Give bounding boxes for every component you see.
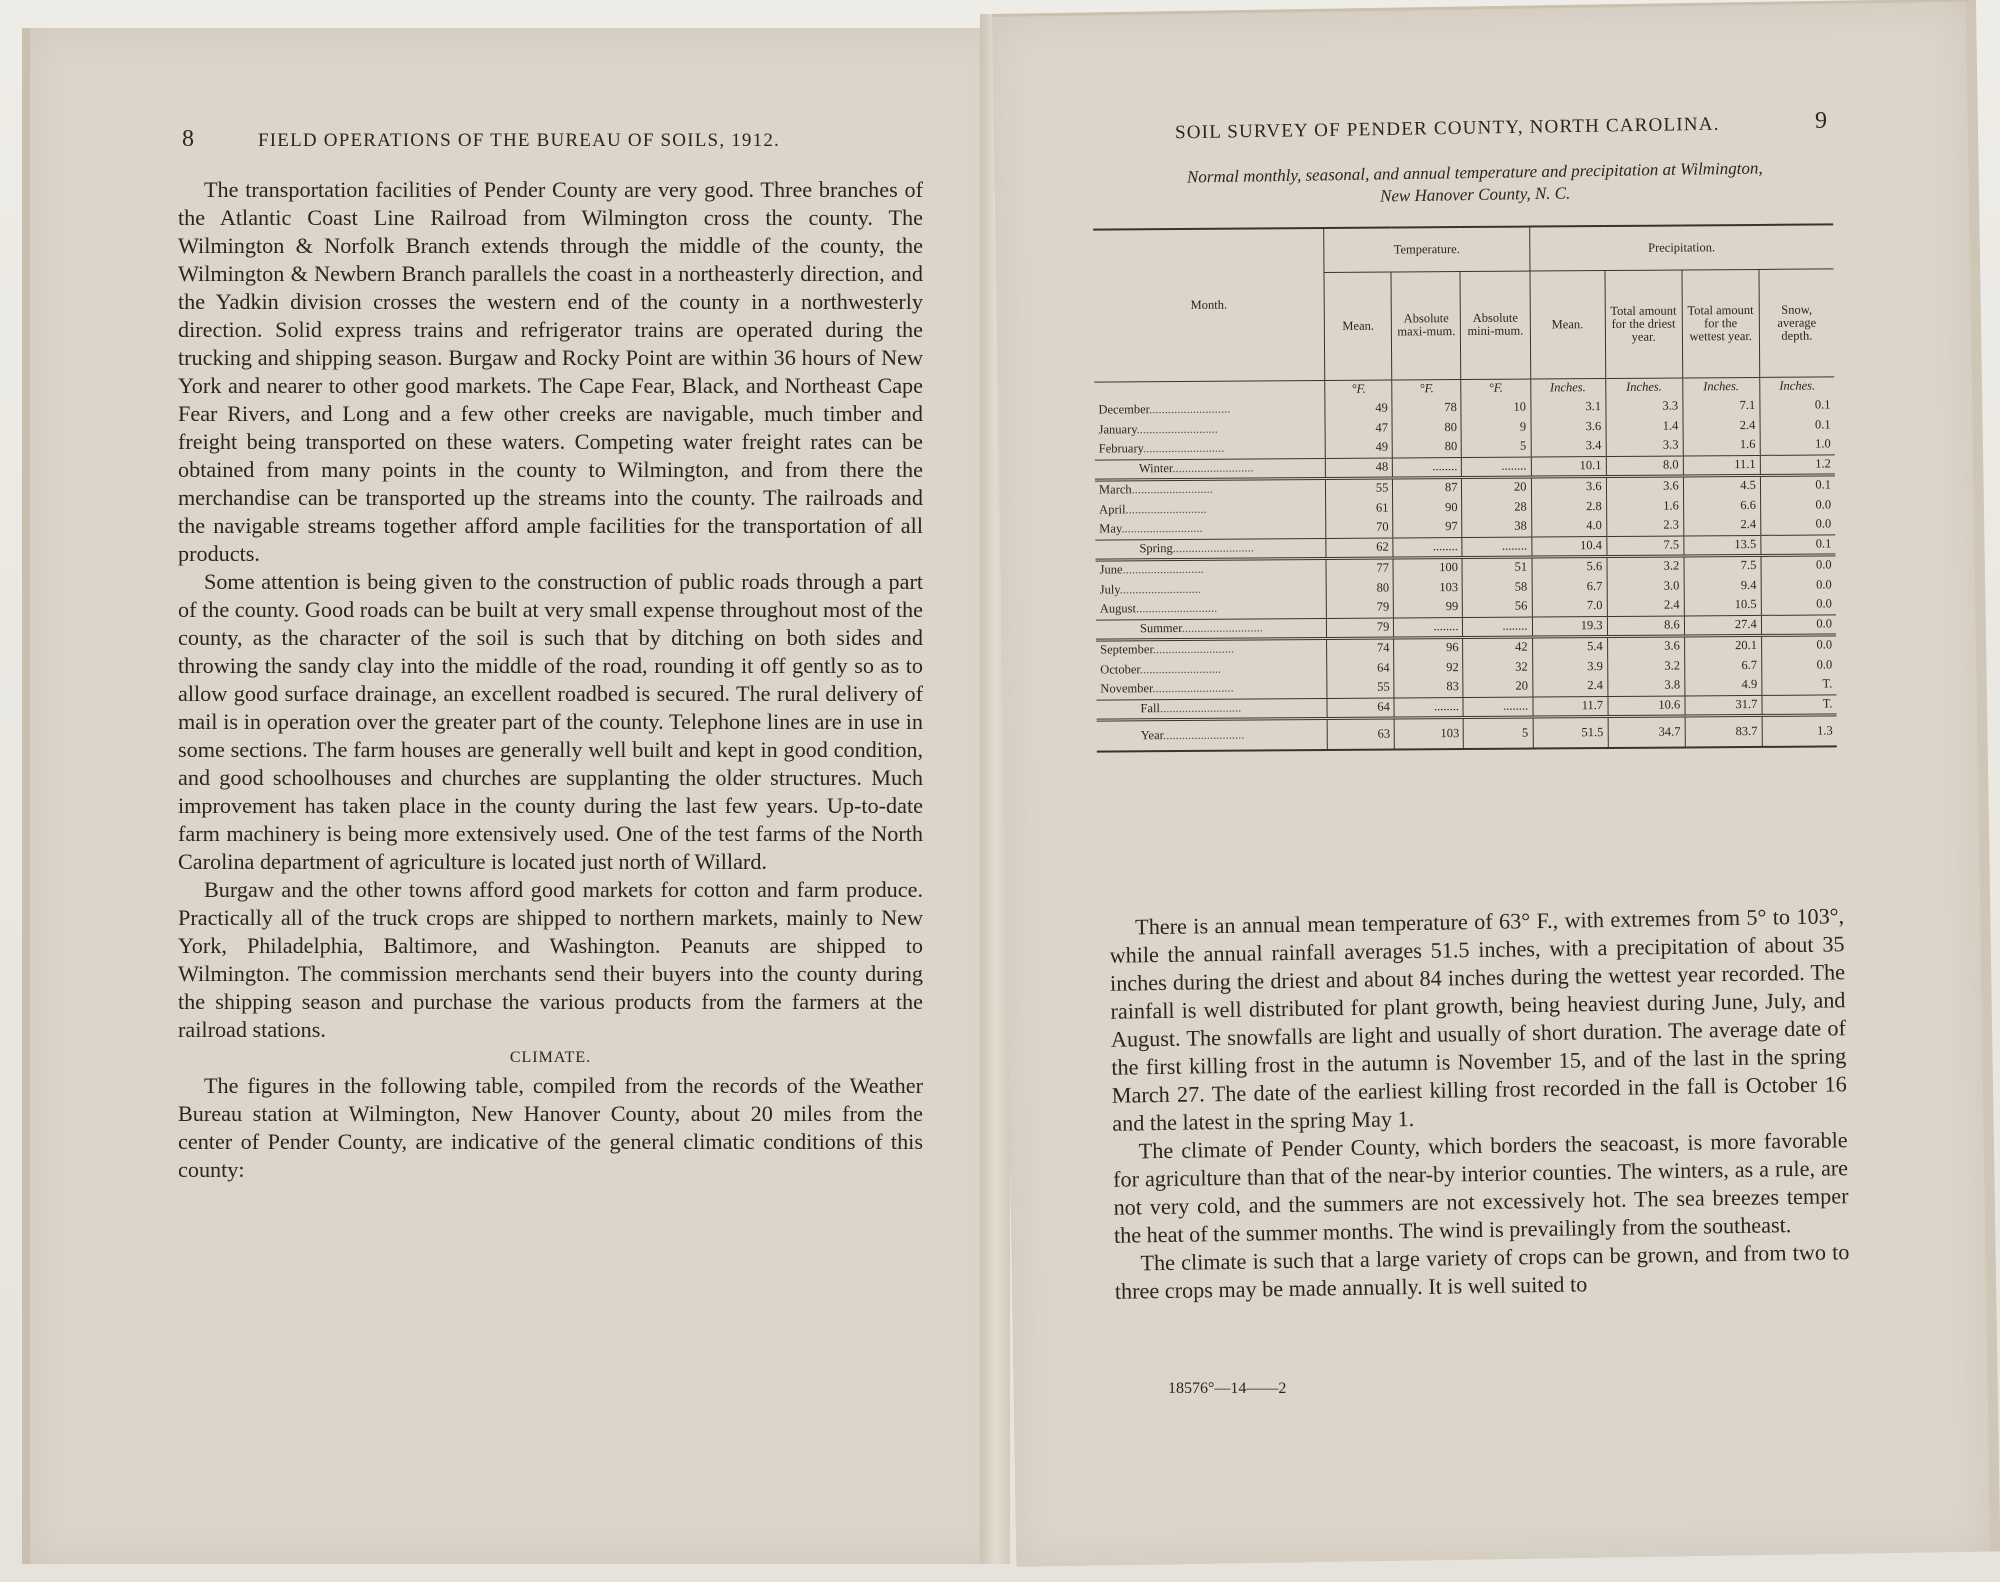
month-label [1096, 658, 1327, 680]
cell-pmean: 10.4 [1531, 536, 1606, 557]
cell-max: 83 [1394, 677, 1463, 697]
cell-min: ........ [1462, 537, 1531, 557]
table-body [1094, 394, 1836, 751]
cell-pmean: 3.6 [1531, 416, 1606, 437]
cell-wet: 7.1 [1683, 395, 1760, 416]
unit-precip: Inches. [1760, 376, 1835, 395]
cell-wet: 1.6 [1683, 435, 1760, 456]
cell-mean: 77 [1326, 558, 1393, 578]
paragraph-markets: Burgaw and the other towns afford good markets for cotton and farm produce. Practically all of the truck crops are shipped to northern markets, mainly to New York, Philadelphia, Baltimore, and Washington. Peanuts are shipped to Wilmington. The commission merchants send their buyers into the county during the shipping season and purchase the various products from the farmers at the railroad stations. [178, 877, 923, 1042]
leader-dots: .......................... [1149, 401, 1231, 416]
year-row [1097, 714, 1837, 751]
cell-wet: 27.4 [1684, 615, 1761, 636]
cell-dry: 3.2 [1607, 655, 1684, 676]
cell-pmean: 7.0 [1532, 596, 1607, 617]
month-label [1095, 498, 1326, 520]
month-name: July [1099, 581, 1120, 597]
caption-line-1: Normal monthly, seasonal, and annual temperature and precipitation at Wilmington, [1186, 158, 1763, 187]
cell-dry: 3.6 [1607, 635, 1684, 656]
cell-max: 78 [1392, 397, 1461, 417]
cell-wet: 11.1 [1683, 455, 1760, 476]
cell-snow: 0.1 [1760, 414, 1835, 435]
header-month: Month. [1190, 297, 1228, 312]
cell-pmean: 11.7 [1532, 696, 1607, 717]
cell-mean: 49 [1325, 438, 1392, 458]
cell-max: 97 [1393, 517, 1462, 537]
cell-min: 38 [1462, 517, 1531, 537]
cell-min: 5 [1464, 717, 1533, 749]
month-name: Summer [1139, 620, 1182, 636]
cell-wet: 4.9 [1685, 675, 1762, 696]
cell-wet: 7.5 [1684, 555, 1761, 576]
cell-max: 80 [1392, 417, 1461, 437]
cell-max: 100 [1393, 557, 1462, 577]
month-name: December [1098, 401, 1150, 417]
cell-snow: 0.1 [1760, 394, 1835, 415]
month-name: August [1099, 601, 1137, 616]
left-body [178, 176, 923, 1184]
cell-min: 56 [1463, 597, 1532, 617]
cell-pmean: 3.6 [1531, 476, 1606, 497]
cell-dry: 3.2 [1607, 555, 1684, 576]
month-name: May [1099, 521, 1122, 536]
cell-min: ........ [1462, 457, 1531, 477]
cell-pmean: 5.4 [1532, 636, 1607, 657]
cell-max: 87 [1393, 477, 1462, 497]
cell-wet: 6.7 [1684, 655, 1761, 676]
cell-snow: 1.0 [1760, 434, 1835, 455]
paragraph-climate-intro: The figures in the following table, compiled from the records of the Weather Bureau station at Wilmington, New Hanover County, about 20 miles from the center of Pender County, are indicative of the general climatic conditions of this county: [178, 1073, 923, 1182]
cell-max: 90 [1393, 497, 1462, 517]
cell-dry: 7.5 [1606, 535, 1683, 556]
leader-dots: .......................... [1172, 540, 1255, 556]
cell-max: 99 [1394, 597, 1463, 617]
cell-snow: 0.1 [1761, 534, 1836, 555]
month-label [1095, 538, 1326, 560]
cell-dry: 3.0 [1607, 575, 1684, 596]
cell-wet: 9.4 [1684, 575, 1761, 596]
cell-pmean: 10.1 [1531, 456, 1606, 477]
header-snow: Snow, average depth. [1759, 268, 1834, 377]
month-label [1096, 598, 1327, 620]
cell-wet: 20.1 [1684, 635, 1761, 656]
month-name: June [1099, 562, 1123, 577]
cell-mean: 48 [1326, 458, 1393, 478]
unit-precip: Inches. [1682, 377, 1759, 396]
leader-dots: .......................... [1135, 600, 1218, 616]
cell-max: 103 [1394, 717, 1463, 749]
cell-pmean: 19.3 [1532, 616, 1607, 637]
climate-table [1093, 223, 1837, 752]
month-label [1096, 698, 1327, 720]
cell-snow: 0.0 [1760, 494, 1835, 515]
cell-max: ........ [1393, 457, 1462, 477]
cell-min: 20 [1462, 477, 1531, 497]
cell-dry: 10.6 [1608, 695, 1685, 716]
cell-min: 51 [1462, 557, 1531, 577]
cell-max: 103 [1393, 577, 1462, 597]
cell-mean: 64 [1327, 697, 1394, 717]
leader-dots: .......................... [1181, 620, 1263, 635]
cell-min: 28 [1462, 497, 1531, 517]
left-page-number: 8 [182, 126, 194, 152]
cell-max: ........ [1394, 617, 1463, 637]
cell-max: 80 [1393, 437, 1462, 457]
cell-mean: 47 [1325, 418, 1392, 438]
leader-dots: .......................... [1152, 641, 1235, 657]
caption-line-2: New Hanover County, N. C. [1379, 183, 1571, 206]
section-heading-climate: CLIMATE. [509, 1049, 592, 1066]
cell-min: 5 [1462, 437, 1531, 457]
unit-precip: Inches. [1605, 377, 1682, 396]
month-label [1095, 418, 1326, 440]
month-name: Winter [1138, 461, 1173, 476]
month-label [1096, 678, 1327, 700]
leader-dots: .......................... [1159, 700, 1242, 716]
leader-dots: .......................... [1122, 562, 1204, 577]
month-label [1096, 638, 1327, 660]
cell-mean: 70 [1326, 518, 1393, 538]
cell-dry: 1.6 [1606, 495, 1683, 516]
leader-dots: .......................... [1119, 581, 1202, 596]
paragraph-climate-favorable: The climate of Pender County, which borders the seacoast, is more favorable for agriculture than that of the near-by interior counties. The winters, as a rule, are not very cold, and the summers are not excessively hot. The sea breezes temper the heat of the summer months. The wind is prevailingly from the southeast. [1112, 1127, 1849, 1248]
cell-mean: 62 [1326, 538, 1393, 558]
header-driest: Total amount for the driest year. [1605, 269, 1683, 378]
unit-temp: °F. [1325, 380, 1392, 398]
month-label [1097, 718, 1328, 752]
cell-dry: 2.4 [1607, 595, 1684, 616]
month-name: February [1098, 441, 1144, 456]
cell-max: ........ [1393, 537, 1462, 557]
month-label [1095, 558, 1326, 580]
unit-temp: °F. [1392, 379, 1461, 397]
cell-dry: 8.0 [1606, 455, 1683, 476]
month-name: Spring [1139, 541, 1173, 556]
cell-mean: 79 [1327, 618, 1394, 638]
cell-dry: 8.6 [1607, 615, 1684, 636]
cell-snow: 0.0 [1761, 654, 1836, 675]
cell-snow: 1.2 [1760, 454, 1835, 475]
header-abs-max: Absolute maxi-mum. [1391, 271, 1461, 379]
cell-pmean: 2.4 [1532, 676, 1607, 697]
leader-dots: .......................... [1136, 421, 1218, 436]
leader-dots: .......................... [1142, 440, 1225, 456]
cell-snow: 0.0 [1761, 614, 1836, 635]
cell-snow: 0.0 [1761, 594, 1836, 615]
month-name: January [1098, 421, 1137, 437]
cell-wet: 83.7 [1685, 715, 1762, 748]
cell-min: 20 [1463, 677, 1532, 697]
right-running-head: SOIL SURVEY OF PENDER COUNTY, NORTH CAROLINA. [1174, 113, 1720, 144]
month-name: April [1099, 501, 1126, 517]
header-precipitation: Precipitation. [1529, 224, 1833, 270]
cell-pmean: 2.8 [1531, 496, 1606, 517]
cell-max: ........ [1394, 697, 1463, 717]
cell-snow: 1.3 [1762, 714, 1837, 747]
cell-min: 9 [1461, 417, 1530, 437]
cell-dry: 2.3 [1606, 515, 1683, 536]
month-label [1095, 478, 1326, 500]
month-name: Year [1140, 727, 1164, 743]
cell-wet: 2.4 [1683, 415, 1760, 436]
cell-wet: 31.7 [1685, 695, 1762, 716]
cell-wet: 13.5 [1684, 535, 1761, 556]
cell-snow: T. [1762, 694, 1837, 715]
unit-temp: °F. [1461, 379, 1530, 397]
leader-dots: .......................... [1125, 501, 1207, 516]
paragraph-transportation: The transportation facilities of Pender County are very good. Three branches of the Atlantic Coast Line Railroad from Wilmington cross the county. The Wilmington & Norfolk Branch extends through the middle of the county, the Wilmington & Newbern Branch parallels the coast in a northeasterly direction, and the Yadkin division crosses the western end of the county in a northwesterly direction. Solid express trains and refrigerator trains are operated during the trucking and shipping season. Burgaw and Rocky Point are within 36 hours of New York and nearer to other good markets. The Cape Fear, Black, and Northeast Cape Fear Rivers, and Long and a few other creeks are navigable, much timber and freight being transported on these waters. Competing water freight rates can be obtained from many points in the county to Wilmington, and from there the merchandise can be transported up the streams into the county. The railroads and the navigable streams together afford ample facilities for the transportation of all products. [178, 177, 923, 566]
month-label [1095, 518, 1326, 540]
left-running-head: FIELD OPERATIONS OF THE BUREAU OF SOILS, 1912. [258, 130, 780, 151]
month-name: September [1100, 642, 1153, 657]
cell-mean: 80 [1326, 578, 1393, 598]
month-label [1094, 398, 1325, 420]
cell-mean: 55 [1326, 478, 1393, 498]
cell-dry: 3.6 [1606, 475, 1683, 496]
right-body [1109, 902, 1850, 1305]
cell-max: 92 [1394, 657, 1463, 677]
cell-dry: 3.3 [1606, 435, 1683, 456]
cell-min: 42 [1463, 637, 1532, 657]
header-abs-min: Absolute mini-mum. [1460, 271, 1530, 379]
cell-snow: 0.0 [1761, 514, 1836, 535]
cell-pmean: 3.4 [1531, 436, 1606, 457]
cell-pmean: 5.6 [1532, 556, 1607, 577]
paragraph-crops: The climate is such that a large variety of crops can be grown, and from two to three crops may be made annually. It is well suited to [1114, 1239, 1850, 1304]
leader-dots: .......................... [1172, 460, 1254, 476]
leader-dots: .......................... [1121, 521, 1203, 536]
cell-dry: 1.4 [1606, 415, 1683, 436]
cell-mean: 55 [1327, 677, 1394, 697]
month-name: Fall [1140, 701, 1161, 716]
cell-min: ........ [1463, 617, 1532, 637]
cell-mean: 64 [1327, 657, 1394, 677]
cell-min: ........ [1463, 697, 1532, 717]
leader-dots: .......................... [1163, 727, 1245, 742]
month-name: October [1100, 661, 1140, 677]
header-temperature: Temperature. [1324, 227, 1530, 272]
paragraph-roads: Some attention is being given to the construction of public roads through a part of the county. Good roads can be built at very small expense throughout most of the county, as the character of the soil is such that by ditching on both sides and throwing the sandy clay into the middle of the road, rounding it off gently so as to allow good surface drainage, an excellent roadbed is secured. The rural delivery of mail is in operation over the greater part of the county. Telephone lines are in use in some sections. The farm houses are generally well built and kept in good condition, and good schoolhouses and churches are supplanting the older structures. Much improvement has taken place in the county during the last few years. Up-to-date farm machinery is being more extensively used. One of the test farms of the North Carolina department of agriculture is located just north of Willard. [178, 569, 923, 874]
cell-dry: 3.8 [1607, 675, 1684, 696]
cell-mean: 61 [1326, 498, 1393, 518]
cell-pmean: 6.7 [1532, 576, 1607, 597]
month-label [1095, 438, 1326, 460]
month-label [1095, 458, 1326, 480]
cell-pmean: 3.9 [1532, 656, 1607, 677]
cell-wet: 10.5 [1684, 595, 1761, 616]
month-name: November [1100, 681, 1153, 696]
cell-min: 10 [1461, 397, 1530, 417]
paragraph-climate-summary: There is an annual mean temperature of 63° F., with extremes from 5° to 103°, while the annual rainfall averages 51.5 inches, with a precipitation of about 35 inches during the driest and about 84 inches during the wettest year recorded. The rainfall is well distributed for plant growth, being heaviest during June, July, and August. The snowfalls are light and usually of short duration. The average date of the first killing frost in the autumn is November 15, and of the last in the spring March 27. The date of the earliest killing frost recorded in the fall is October 16 and the latest in the spring May 1. [1109, 903, 1847, 1136]
cell-pmean: 51.5 [1533, 716, 1608, 749]
cell-snow: T. [1762, 674, 1837, 695]
cell-wet: 4.5 [1683, 475, 1760, 496]
month-name: March [1098, 482, 1132, 497]
cell-mean: 79 [1327, 598, 1394, 618]
right-page-number: 9 [1815, 108, 1827, 134]
cell-mean: 49 [1325, 398, 1392, 418]
cell-mean: 63 [1327, 717, 1394, 749]
leader-dots: .......................... [1131, 482, 1213, 497]
cell-max: 96 [1394, 637, 1463, 657]
cell-snow: 0.0 [1761, 574, 1836, 595]
cell-wet: 6.6 [1683, 495, 1760, 516]
cell-wet: 2.4 [1683, 515, 1760, 536]
month-label [1096, 618, 1327, 640]
month-label [1096, 578, 1327, 600]
leader-dots: .......................... [1139, 661, 1222, 676]
cell-mean: 74 [1327, 637, 1394, 657]
cell-pmean: 4.0 [1531, 516, 1606, 537]
cell-min: 58 [1463, 577, 1532, 597]
cell-dry: 34.7 [1608, 715, 1685, 748]
leader-dots: .......................... [1152, 680, 1234, 696]
cell-snow: 0.0 [1761, 634, 1836, 655]
header-precip-mean: Mean. [1530, 270, 1606, 379]
printer-signature: 18576°—14——2 [1168, 1380, 1287, 1397]
cell-min: 32 [1463, 657, 1532, 677]
cell-dry: 3.3 [1605, 395, 1682, 416]
cell-snow: 0.1 [1760, 474, 1835, 495]
header-wettest: Total amount for the wettest year. [1682, 269, 1760, 378]
cell-pmean: 3.1 [1530, 396, 1605, 417]
unit-precip: Inches. [1530, 378, 1605, 397]
cell-snow: 0.0 [1761, 554, 1836, 575]
header-temp-mean: Mean. [1324, 272, 1392, 380]
